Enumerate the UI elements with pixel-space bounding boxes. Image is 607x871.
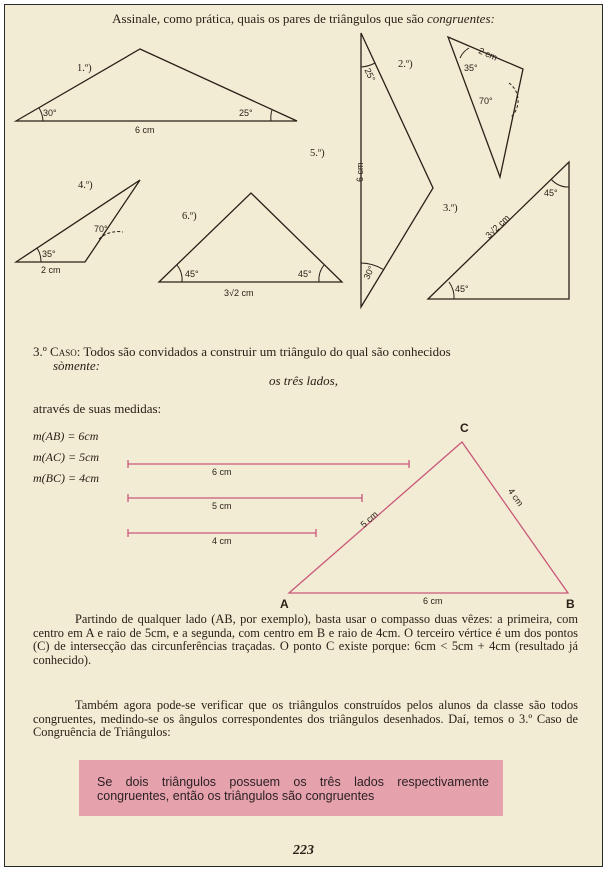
segment-4cm-label: 4 cm <box>212 536 232 546</box>
caso-intro <box>33 345 578 373</box>
textbook-page <box>4 4 603 867</box>
t1-angle-b: 25° <box>239 108 253 118</box>
t1-angle-a: 30° <box>43 108 57 118</box>
tres-lados: os três lados, <box>269 373 338 388</box>
side-ab-label: 6 cm <box>423 596 443 606</box>
caso-label: 3.º Caso: <box>33 344 81 359</box>
segment-6cm-label: 6 cm <box>212 467 232 477</box>
side-bc-label: 4 cm <box>505 486 526 509</box>
t4-angle-a: 35° <box>42 249 56 259</box>
caso-text: Todos são convidados a construir um triângulo do qual são conhecidos <box>80 344 451 359</box>
t6-angle-a: 45° <box>185 269 199 279</box>
vertex-b: B <box>566 597 575 611</box>
t6-side: 3√2 cm <box>224 288 254 298</box>
measure-ab: m(AB) = 6cm <box>33 429 99 443</box>
t2-angle-b: 70° <box>479 96 493 106</box>
page-number: 223 <box>293 843 314 858</box>
instruction-emph: congruentes: <box>426 11 495 26</box>
t5-side: 6 cm <box>355 162 365 182</box>
exercise-figures <box>5 5 602 325</box>
segment-5cm-label: 5 cm <box>212 501 232 511</box>
t1-side: 6 cm <box>135 125 155 135</box>
t3-angle-a: 45° <box>455 284 469 294</box>
triangle-3-number: 3.º) <box>443 203 458 214</box>
measure-ac: m(AC) = 5cm <box>33 450 100 464</box>
t3-angle-b: 45° <box>544 188 558 198</box>
t5-angle-b: 30° <box>361 264 377 282</box>
instruction-prefix: Assinale, como prática, quais os pares de triângulos que são <box>112 11 427 26</box>
t6-angle-b: 45° <box>298 269 312 279</box>
t2-angle-a: 35° <box>464 63 478 73</box>
atraves-text: através de suas medidas: <box>33 401 162 416</box>
triangle-5-number: 5.º) <box>310 148 325 159</box>
paragraph-1: Partindo de qualquer lado (AB, por exemplo), basta usar o compasso duas vêzes: a primeira, com centro em A e raio de 5cm, e a segunda, com centro em B e raio de 4cm. O terceiro vértice é um dos pontos (C) de intersecção das circunferências traçadas. O ponto C existe porque: 6cm < 5cm + 4cm (resultado já conhecido). <box>33 612 578 667</box>
triangle-1-number: 1.º) <box>77 63 92 74</box>
t3-side: 3√2 cm <box>483 212 512 241</box>
triangle-6-number: 6.º) <box>182 211 197 222</box>
theorem-box <box>79 760 503 816</box>
t2-side: 2 cm <box>477 45 499 63</box>
side-ac-label: 5 cm <box>358 509 380 530</box>
theorem-text: Se dois triângulos possuem os três lados respectivamente congruentes, então os triângulos são congruentes <box>97 775 489 803</box>
t4-side: 2 cm <box>41 265 61 275</box>
triangle-4 <box>16 180 140 262</box>
caso-somente: sòmente: <box>53 358 100 373</box>
triangle-4-number: 4.º) <box>78 180 93 191</box>
vertex-c: C <box>460 421 469 435</box>
paragraph-2: Também agora pode-se verificar que os triângulos construídos pelos alunos da classe são todos congruentes, medindo-se os ângulos correspondentes dos triângulos desenhados. Daí, temos o 3.º Caso de Congruência de Triângulos: <box>33 698 578 739</box>
measure-bc: m(BC) = 4cm <box>33 471 100 485</box>
t4-angle-b: 70° <box>94 224 108 234</box>
t5-angle-a: 25° <box>362 66 378 84</box>
triangle-abc <box>289 442 568 593</box>
vertex-a: A <box>280 597 289 611</box>
triangle-2-number: 2.º) <box>398 59 413 70</box>
triangle-1 <box>16 49 297 121</box>
